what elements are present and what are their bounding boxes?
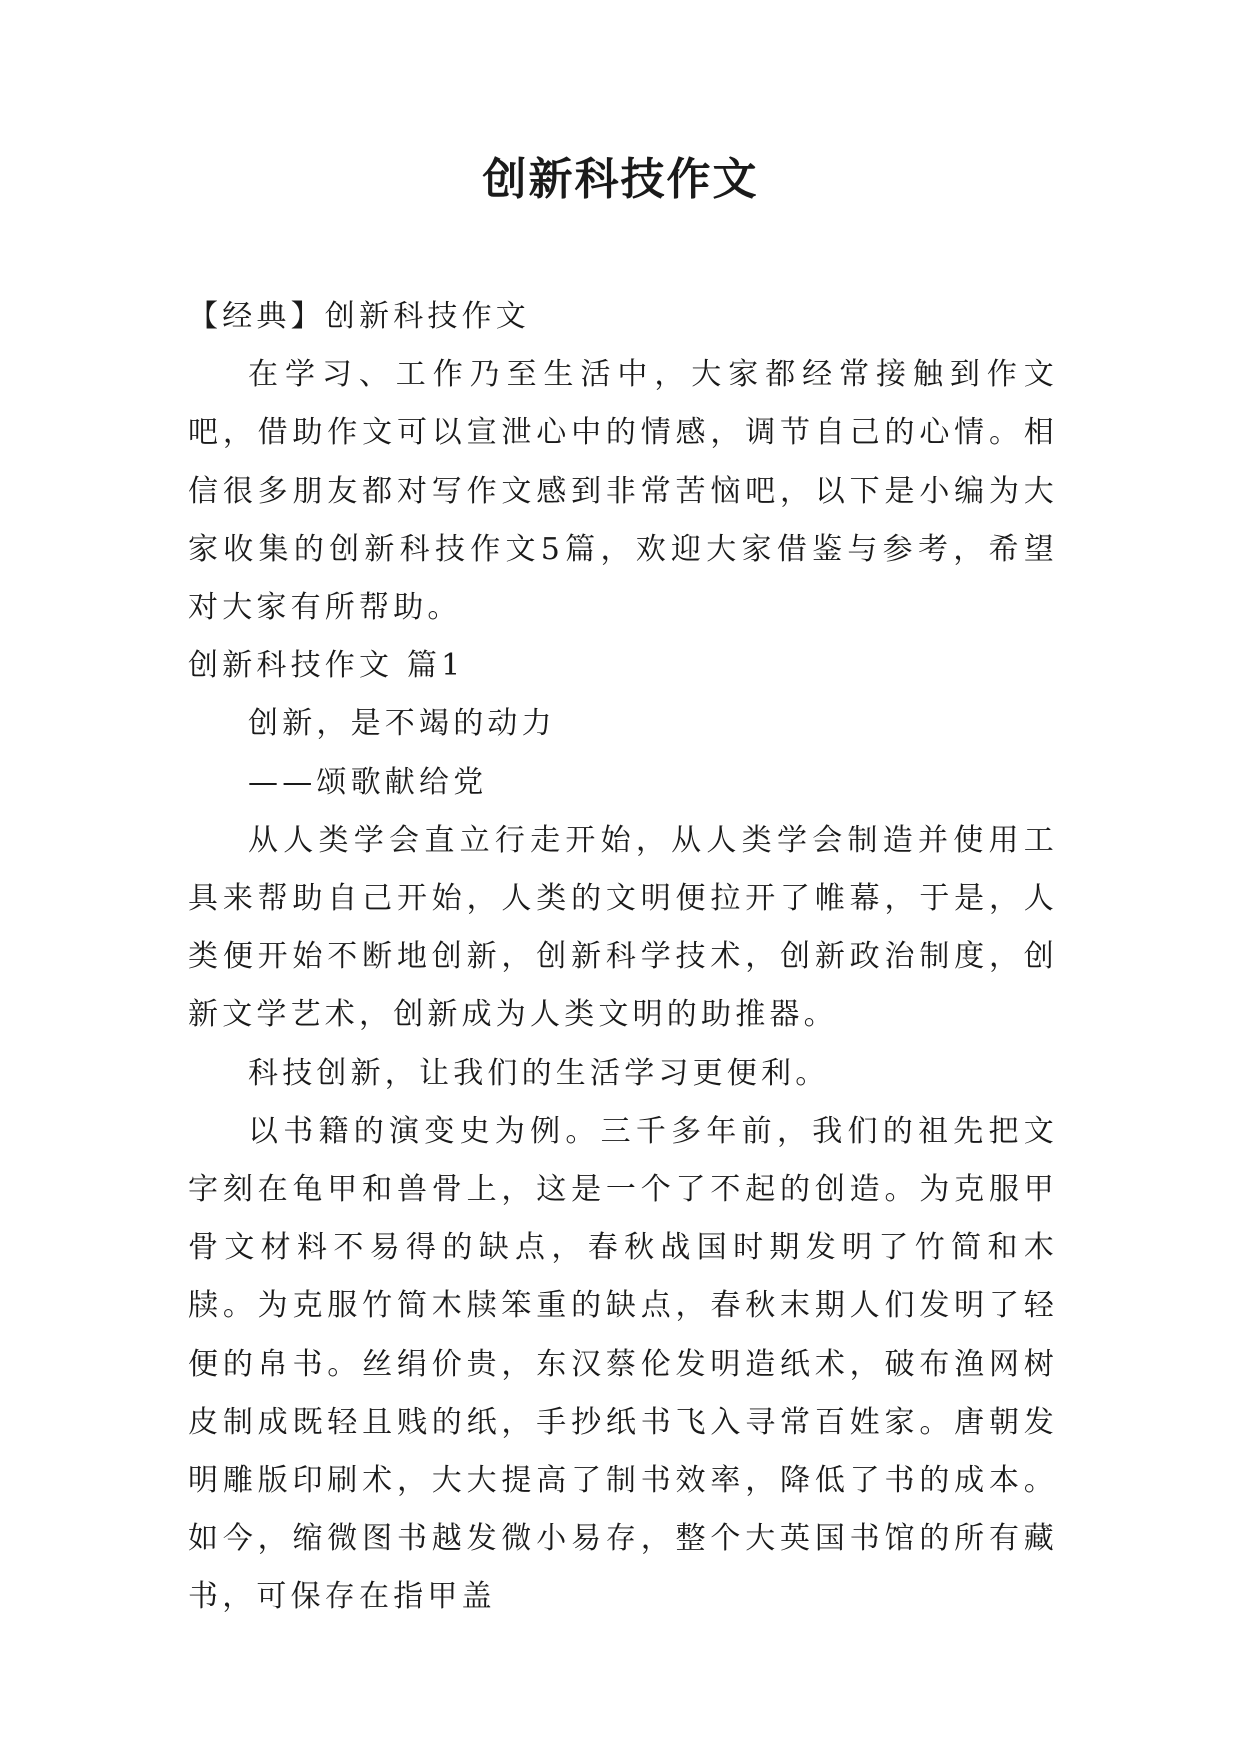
paragraph: 科技创新，让我们的生活学习更便利。 — [248, 1055, 830, 1091]
essay-title: 创新，是不竭的动力 — [248, 706, 556, 742]
document-title: 创新科技作文 — [482, 154, 759, 205]
paragraph-intro: 在学习、工作乃至生活中，大家都经常接触到作文吧，借助作文可以宣泄心中的情感，调节自己的心情。相信很多朋友都对写作文感到非常苦恼吧，以下是小编为大家收集的创新科技作文5篇，欢迎大家借鉴与参考，希望对大家有所帮助。 — [188, 357, 1058, 626]
essay-subtitle: ——颂歌献给党 — [248, 764, 488, 800]
section-heading: 创新科技作文 篇1 — [188, 648, 465, 684]
document-body — [188, 288, 1058, 1627]
paragraph-heading: 【经典】创新科技作文 — [188, 299, 530, 334]
paragraph: 以书籍的演变史为例。三千多年前，我们的祖先把文字刻在龟甲和兽骨上，这是一个了不起的创造。为克服甲骨文材料不易得的缺点，春秋战国时期发明了竹简和木牍。为克服竹简木牍笨重的缺点，春秋末期人们发明了轻便的帛书。丝绢价贵，东汉蔡伦发明造纸术，破布渔网树皮制成既轻且贱的纸，手抄纸书飞入寻常百姓家。唐朝发明雕版印刷术，大大提高了制书效率，降低了书的成本。如今，缩微图书越发微小易存，整个大英国书馆的所有藏书，可保存在指甲盖 — [188, 1113, 1058, 1615]
paragraph: 从人类学会直立行走开始，从人类学会制造并使用工具来帮助自己开始，人类的文明便拉开了帷幕，于是，人类便开始不断地创新，创新科学技术，创新政治制度，创新文学艺术，创新成为人类文明的助推器。 — [188, 822, 1058, 1033]
